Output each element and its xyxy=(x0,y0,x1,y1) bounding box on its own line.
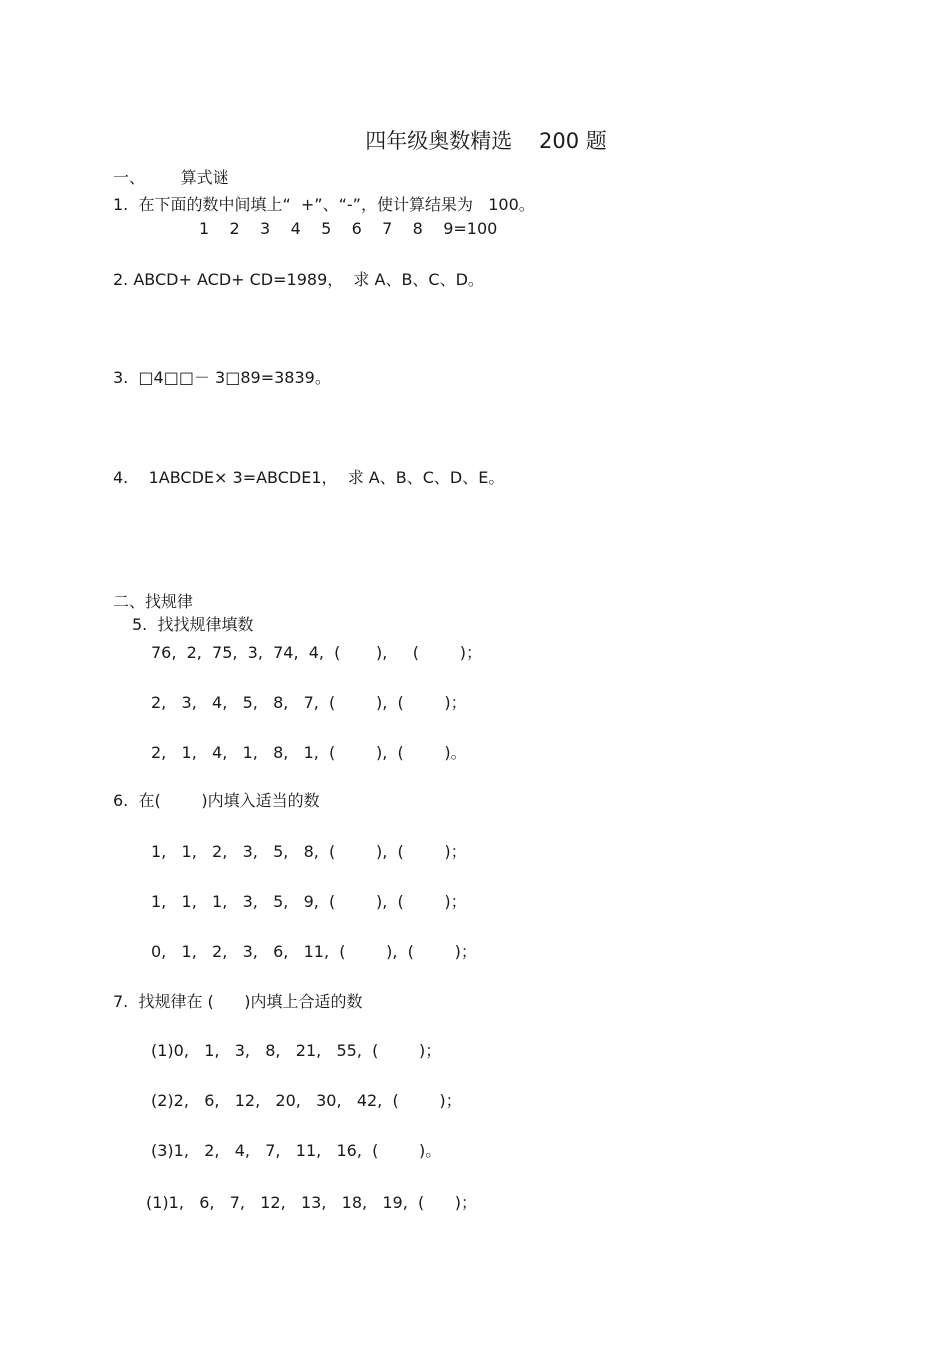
question-3-text: 3. □4□□－ 3□89=3839。 xyxy=(113,368,331,387)
question-1-text: 1. 在下面的数中间填上“ +”、“-”，使计算结果为 100。 xyxy=(113,195,535,214)
question-2-text: 2. ABCD+ ACD+ CD=1989， 求 A、B、C、D。 xyxy=(113,270,484,289)
page-title: 四年级奥数精选 200 题 xyxy=(365,129,607,153)
question-6-row: 1, 1, 2, 3, 5, 8, ( ), ( )； xyxy=(151,842,467,861)
question-7-row: (1)0, 1, 3, 8, 21, 55, ( )； xyxy=(151,1041,442,1060)
question-6-row: 1, 1, 1, 3, 5, 9, ( ), ( )； xyxy=(151,892,467,911)
question-1-numbers: 1 2 3 4 5 6 7 8 9=100 xyxy=(199,219,498,238)
question-6-text: 6. 在( )内填入适当的数 xyxy=(113,791,320,810)
question-5-row: 2, 1, 4, 1, 8, 1, ( ), ( )。 xyxy=(151,743,467,762)
question-7-row: (2)2, 6, 12, 20, 30, 42, ( )； xyxy=(151,1091,462,1110)
question-5-text: 5. 找找规律填数 xyxy=(132,615,254,634)
question-7-row: (3)1, 2, 4, 7, 11, 16, ( )。 xyxy=(151,1141,442,1160)
section-2-heading: 二、找规律 xyxy=(113,592,194,611)
question-5-row: 76, 2, 75, 3, 74, 4, ( ), ( )； xyxy=(151,643,482,662)
question-7-text: 7. 找规律在 ( )内填上合适的数 xyxy=(113,992,363,1011)
question-5-row: 2, 3, 4, 5, 8, 7, ( ), ( )； xyxy=(151,693,467,712)
question-4-text: 4. 1ABCDE× 3=ABCDE1， 求 A、B、C、D、E。 xyxy=(113,468,505,487)
question-6-row: 0, 1, 2, 3, 6, 11, ( ), ( )； xyxy=(151,942,477,961)
section-1-heading: 一、 算式谜 xyxy=(113,168,229,187)
question-7-row: (1)1, 6, 7, 12, 13, 18, 19, ( )； xyxy=(146,1193,477,1212)
